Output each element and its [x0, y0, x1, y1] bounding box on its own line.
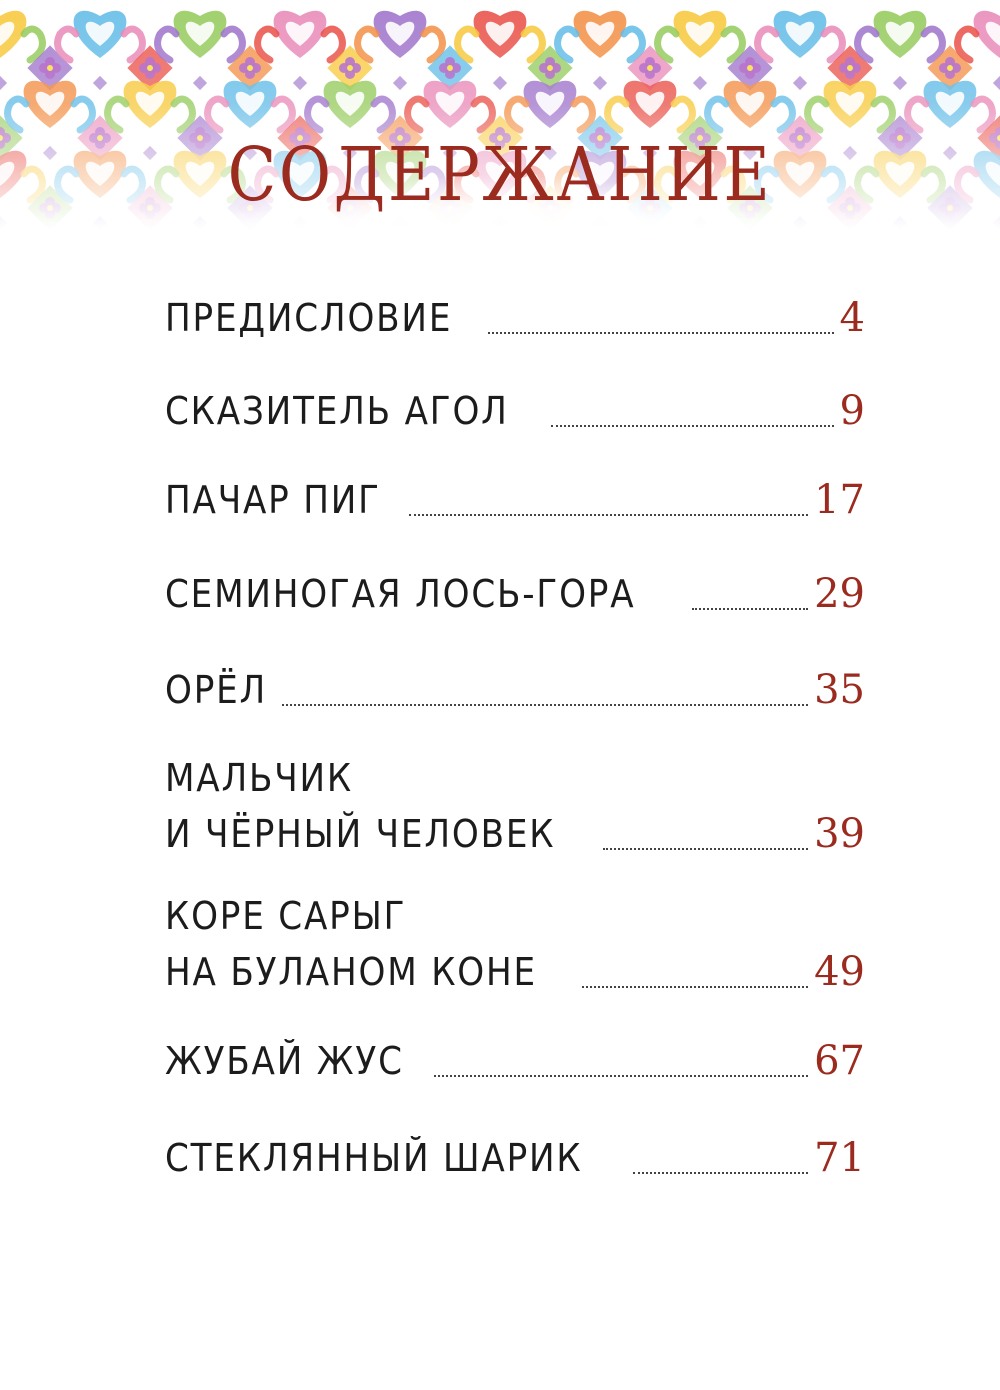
toc-dot-leader	[633, 1172, 808, 1174]
toc-entry[interactable]	[165, 750, 865, 862]
toc-entry-title: ОРЁЛ	[165, 668, 268, 712]
toc-dot-leader	[282, 704, 808, 706]
toc-dot-leader	[603, 848, 808, 850]
toc-entry[interactable]	[165, 888, 865, 1000]
toc-dot-leader	[434, 1075, 808, 1077]
toc-dot-leader	[551, 425, 834, 427]
toc-entry-title: ПРЕДИСЛОВИЕ	[165, 296, 453, 340]
toc-entry-title: СЕМИНОГАЯ ЛОСЬ-ГОРА	[165, 572, 636, 616]
toc-entry-page: 29	[814, 571, 865, 617]
toc-entry[interactable]	[165, 1033, 865, 1089]
toc-entry[interactable]	[165, 472, 865, 528]
toc-entry-title: СКАЗИТЕЛЬ АГОЛ	[165, 389, 509, 433]
toc-dot-leader	[692, 608, 808, 610]
toc-entry-title: СТЕКЛЯННЫЙ ШАРИК	[165, 1136, 583, 1180]
toc-entry-page: 35	[814, 667, 865, 713]
page-title: СОДЕРЖАНИЕ	[227, 132, 773, 218]
toc-dot-leader	[488, 332, 833, 334]
toc-entry-page: 9	[839, 388, 865, 434]
toc-entry-title: МАЛЬЧИК И ЧЁРНЫЙ ЧЕЛОВЕК	[165, 756, 556, 856]
toc-entry[interactable]	[165, 662, 865, 718]
toc-entry-page: 71	[814, 1135, 865, 1181]
toc-entry[interactable]	[165, 566, 865, 622]
toc-dot-leader	[582, 986, 808, 988]
toc-entry[interactable]	[165, 383, 865, 439]
toc-dot-leader	[409, 514, 808, 516]
toc-entry-title: ПАЧАР ПИГ	[165, 478, 381, 522]
toc-entry-title: ЖУБАЙ ЖУС	[165, 1039, 404, 1083]
toc-entry-page: 49	[814, 949, 865, 995]
toc-entry[interactable]	[165, 1130, 865, 1186]
toc-entry-page: 67	[814, 1038, 865, 1084]
toc-entry-page: 4	[839, 295, 865, 341]
toc-entry[interactable]	[165, 290, 865, 346]
toc-entry-page: 39	[814, 811, 865, 857]
toc-entry-title: КОРЕ САРЫГ НА БУЛАНОМ КОНЕ	[165, 894, 537, 994]
toc-entry-page: 17	[814, 477, 865, 523]
